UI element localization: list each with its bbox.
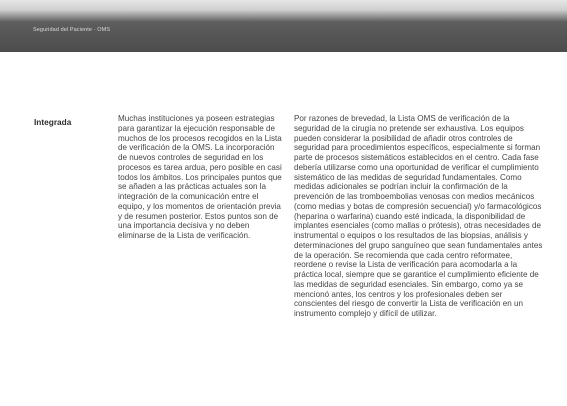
left-column <box>118 114 284 241</box>
header-title: Seguridad del Paciente · OMS <box>33 27 111 33</box>
section-label: Integrada <box>34 117 72 127</box>
header-band <box>0 0 567 52</box>
right-column <box>294 114 544 319</box>
left-paragraph: Muchas instituciones ya poseen estrategias para garantizar la ejecución responsable de muchos de los procesos recogidos en la Lista de verificación de la OMS. La incorporación de nuevos controles de seguridad en los procesos es tarea ardua, pero posible en casi todos los ámbitos. Los principales puntos que se añaden a las prácticas actuales son la integración de la comunicación entre el equipo, y los momentos de orientación previa y de resumen posterior. Estos puntos son de una importancia decisiva y no deben eliminarse de la Lista de verificación. <box>118 114 282 240</box>
right-paragraph: Por razones de brevedad, la Lista OMS de verificación de la seguridad de la cirugía no pretende ser exhaustiva. Los equipos pueden considerar la posibilidad de añadir otros controles de seguridad para procedimientos específicos, especialmente si forman parte de procesos sistemáticos establecidos en el centro. Cada fase debería utilizarse como una oportunidad de verificar el cumplimiento sistemático de las medidas de seguridad fundamentales. Como medidas adicionales se podrían incluir la confirmación de la prevención de las tromboembolias venosas con medios mecánicos (como medias y botas de compresión secuencial) y/o farmacológicos (heparina o warfarina) cuando esté indicada, la disponibilidad de implantes esenciales (como mallas o prótesis), otras necesidades de instrumental o equipos o los resultados de las biopsias, análisis y determinaciones del grupo sanguíneo que sean fundamentales antes de la operación. Se recomienda que cada centro reformatee, reordene o revise la Lista de verificación para acomodarla a la práctica local, siempre que se garantice el cumplimiento eficiente de las medidas de seguridad esenciales. Sin embargo, como ya se mencionó antes, los centros y los profesionales deben ser conscientes del riesgo de convertir la Lista de verificación en un instrumento complejo y difícil de utilizar. <box>294 114 543 318</box>
